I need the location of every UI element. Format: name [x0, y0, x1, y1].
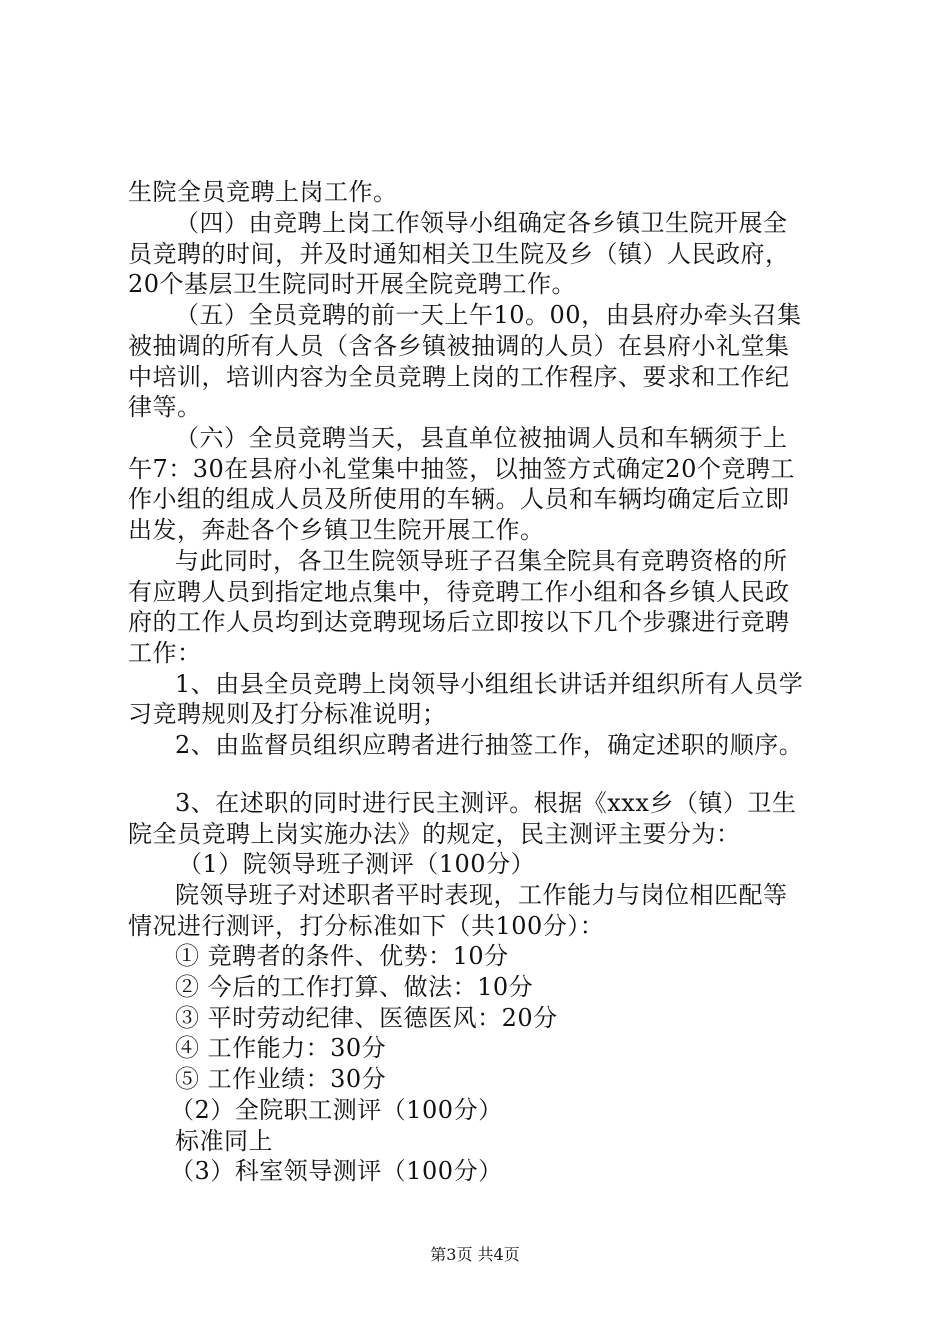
text-line: 府的工作人员均到达竞聘现场后立即按以下几个步骤进行竞聘	[128, 608, 790, 636]
text-line: ③ 平时劳动纪律、医德医风：20分	[175, 1004, 558, 1032]
text-line: 工作：	[128, 639, 202, 667]
text-line: 1、由县全员竞聘上岗领导小组组长讲话并组织所有人员学	[175, 670, 804, 698]
text-line: 3、在述职的同时进行民主测评。根据《xxx乡（镇）卫生	[175, 789, 797, 817]
text-line: （五）全员竞聘的前一天上午10。00，由县府办牵头召集	[175, 301, 802, 329]
text-line: 律等。	[128, 393, 202, 421]
text-line: 院领导班子对述职者平时表现，工作能力与岗位相匹配等	[175, 881, 788, 909]
text-line: 生院全员竞聘上岗工作。	[128, 178, 398, 206]
text-line: 午7：30在县府小礼堂集中抽签，以抽签方式确定20个竞聘工	[128, 455, 795, 483]
text-line: （六）全员竞聘当天，县直单位被抽调人员和车辆须于上	[175, 424, 788, 452]
text-line: ① 竞聘者的条件、优势：10分	[175, 942, 509, 970]
text-line: （2）全院职工测评（100分）	[170, 1096, 503, 1124]
text-line: 与此同时，各卫生院领导班子召集全院具有竞聘资格的所	[175, 547, 788, 575]
text-line: 有应聘人员到指定地点集中，待竞聘工作小组和各乡镇人民政	[128, 578, 790, 606]
text-line: 被抽调的所有人员（含各乡镇被抽调的人员）在县府小礼堂集	[128, 332, 790, 360]
text-line: （3）科室领导测评（100分）	[170, 1157, 503, 1185]
text-line: ④ 工作能力：30分	[175, 1034, 387, 1062]
text-line: 出发，奔赴各个乡镇卫生院开展工作。	[128, 516, 545, 544]
text-line: 作小组的组成人员及所使用的车辆。人员和车辆均确定后立即	[128, 485, 790, 513]
text-line: 习竞聘规则及打分标准说明；	[128, 700, 447, 728]
page-number-footer: 第3页 共4页	[430, 1245, 520, 1264]
text-line: 院全员竞聘上岗实施办法》的规定，民主测评主要分为：	[128, 820, 741, 848]
text-line: ② 今后的工作打算、做法：10分	[175, 973, 534, 1001]
text-line: 员竞聘的时间，并及时通知相关卫生院及乡（镇）人民政府，	[128, 240, 790, 268]
text-line: 2、由监督员组织应聘者进行抽签工作，确定述职的顺序。	[175, 731, 804, 759]
text-line: ⑤ 工作业绩：30分	[175, 1065, 387, 1093]
text-line: （1）院领导班子测评（100分）	[178, 850, 536, 878]
text-line: 中培训，培训内容为全员竞聘上岗的工作程序、要求和工作纪	[128, 363, 790, 391]
text-line: 20个基层卫生院同时开展全院竞聘工作。	[128, 270, 577, 298]
text-line: （四）由竞聘上岗工作领导小组确定各乡镇卫生院开展全	[175, 209, 788, 237]
text-line: 标准同上	[175, 1127, 273, 1155]
text-line: 情况进行测评，打分标准如下（共100分）：	[128, 912, 605, 940]
